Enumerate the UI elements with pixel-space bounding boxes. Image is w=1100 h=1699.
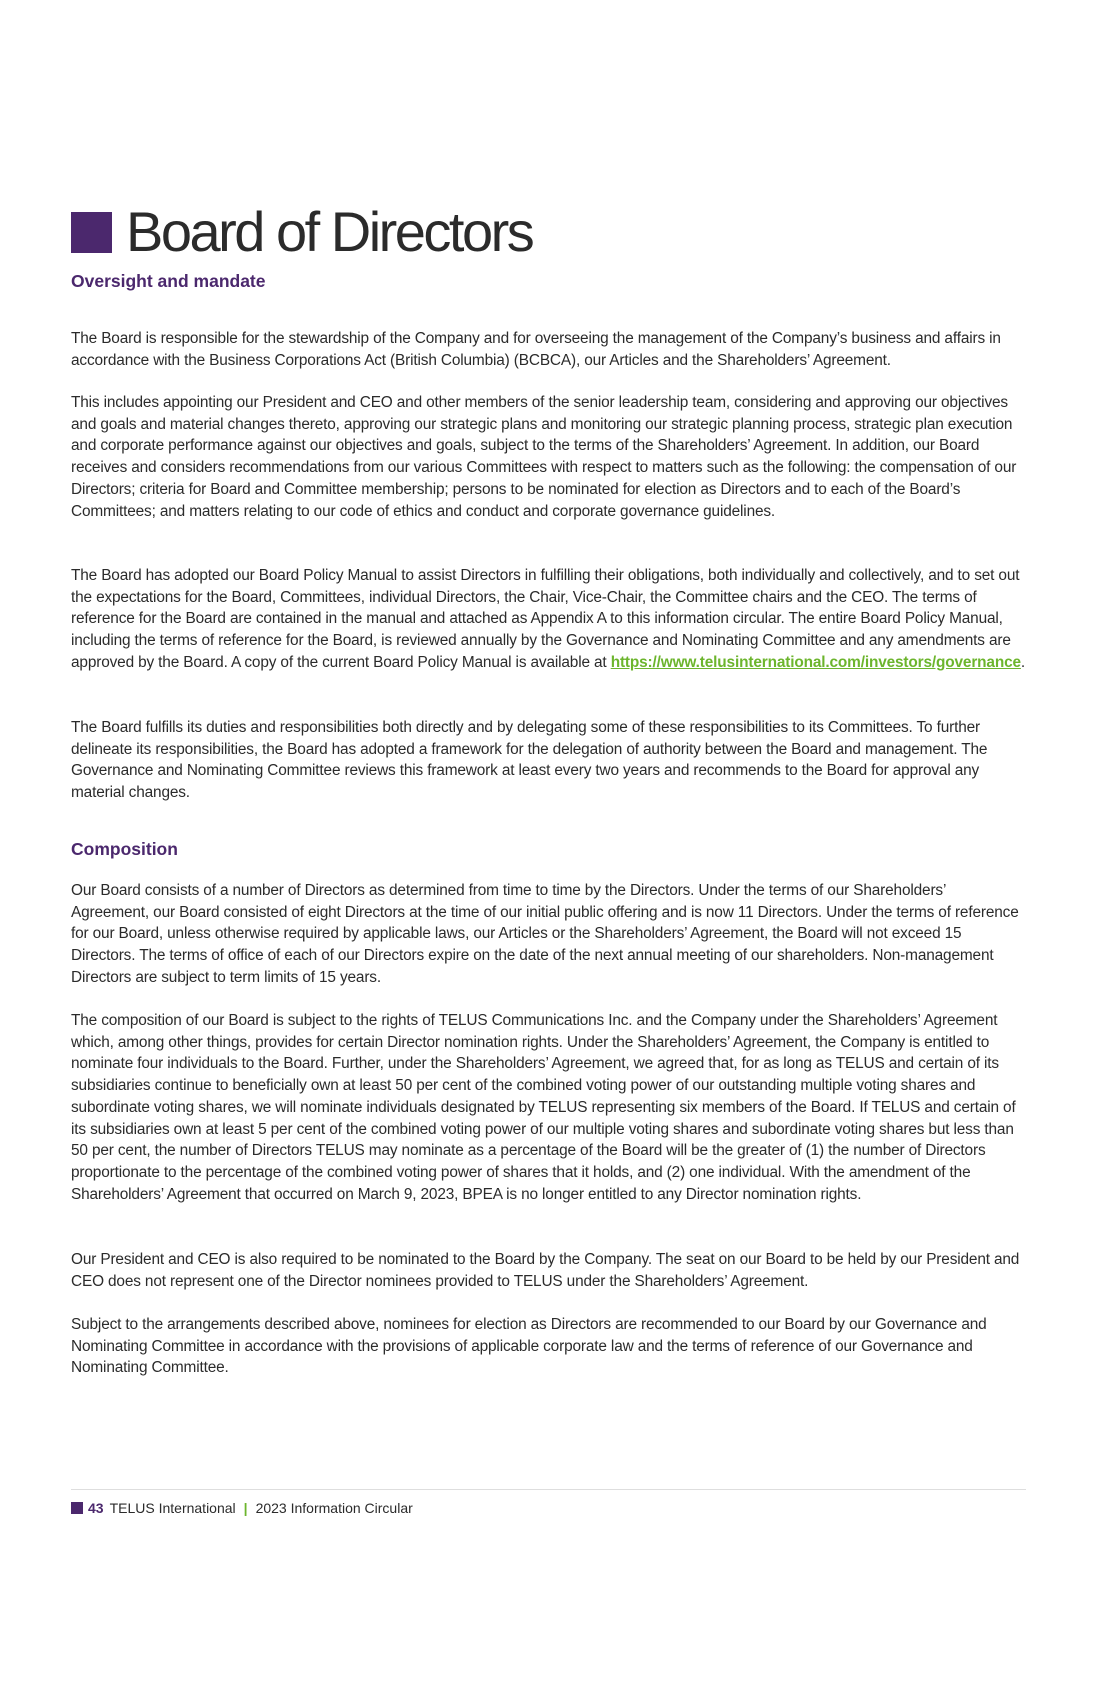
oversight-paragraph-4: The Board fulfills its duties and responsibilities both directly and by delegating some of these responsibilities to its Committees. To further delineate its responsibilities, the Board has adopted a framework for the delegation of authority between the Board and management. The Governance and Nominating Committee reviews this framework at least every two years and recommends to the Board for approval any material changes. xyxy=(71,719,988,802)
oversight-paragraph-1: The Board is responsible for the stewardship of the Company and for overseeing the management of the Company’s business and affairs in accordance with the Business Corporations Act (British Columbia) (BCBCA), our Articles and the Shareholders’ Agreement. xyxy=(71,330,1001,369)
oversight-paragraph-3 xyxy=(71,565,1026,674)
footer-separator: | xyxy=(243,1500,248,1516)
footer-document: 2023 Information Circular xyxy=(255,1500,413,1516)
governance-link[interactable]: https://www.telusinternational.com/investors/governance xyxy=(610,653,1021,671)
footer-square-icon xyxy=(71,1502,83,1514)
page-title: Board of Directors xyxy=(126,200,533,263)
oversight-paragraph-3-text: The Board has adopted our Board Policy Manual to assist Directors in fulfilling their obligations, both individually and collectively, and to set out the expectations for the Board, Committees, individual Directors, the Chair, Vice-Chair, the Committee chairs and the CEO. The terms of reference for the Board are contained in the manual and attached as Appendix A to this information circular. The entire Board Policy Manual, including the terms of reference for the Board, is reviewed annually by the Governance and Nominating Committee and any amendments are approved by the Board. A copy of the current Board Policy Manual is available at xyxy=(71,567,1020,671)
page-number: 43 xyxy=(88,1500,104,1516)
composition-paragraph-1: Our Board consists of a number of Directors as determined from time to time by the Directors. Under the terms of our Shareholders’ Agreement, our Board consisted of eight Directors at the time of our initial public offering and is now 11 Directors. Under the terms of reference for our Board, unless otherwise required by applicable laws, our Articles or the Shareholders’ Agreement, the Board will not exceed 15 Directors. The terms of office of each of our Directors expire on the date of the next annual meeting of our shareholders. Non-management Directors are subject to term limits of 15 years. xyxy=(71,882,1019,986)
composition-heading: Composition xyxy=(71,839,178,859)
oversight-paragraph-2: This includes appointing our President and CEO and other members of the senior leadership team, considering and approving our objectives and goals and material changes thereto, approving our strategic plans and monitoring our strategic planning process, strategic plan execution and corporate performance against our objectives and goals, subject to the terms of the Shareholders’ Agreement. In addition, our Board receives and considers recommendations from our various Committees with respect to matters such as the following: the compensation of our Directors; criteria for Board and Committee membership; persons to be nominated for election as Directors and to each of the Board’s Committees; and matters relating to our code of ethics and conduct and corporate governance guidelines. xyxy=(71,394,1017,520)
page-footer xyxy=(71,1500,413,1516)
composition-paragraph-4: Subject to the arrangements described above, nominees for election as Directors are recommended to our Board by our Governance and Nominating Committee in accordance with the provisions of applicable corporate law and the terms of reference of our Governance and Nominating Committee. xyxy=(71,1316,987,1377)
composition-paragraph-2: The composition of our Board is subject to the rights of TELUS Communications Inc. and the Company under the Shareholders’ Agreement which, among other things, provides for certain Director nomination rights. Under the Shareholders’ Agreement, the Company is entitled to nominate four individuals to the Board. Further, under the Shareholders’ Agreement, we agreed that, for as long as TELUS and certain of its subsidiaries continue to beneficially own at least 50 per cent of the combined voting power of our outstanding multiple voting shares and subordinate voting shares, we will nominate individuals designated by TELUS representing six members of the Board. If TELUS and certain of its subsidiaries own at least 5 per cent of the combined voting power of our multiple voting shares and subordinate voting shares but less than 50 per cent, the number of Directors TELUS may nominate as a percentage of the Board will be the greater of (1) the number of Directors proportionate to the percentage of the combined voting power of shares that it holds, and (2) one individual. With the amendment of the Shareholders’ Agreement that occurred on March 9, 2023, BPEA is no longer entitled to any Director nomination rights. xyxy=(71,1012,1016,1203)
oversight-heading: Oversight and mandate xyxy=(71,271,266,291)
title-square-icon xyxy=(71,212,112,253)
document-page xyxy=(71,0,1026,1699)
title-row xyxy=(71,200,532,264)
oversight-paragraph-3-end: . xyxy=(1020,653,1026,671)
composition-paragraph-3: Our President and CEO is also required to be nominated to the Board by the Company. The seat on our Board to be held by our President and CEO does not represent one of the Director nominees provided to TELUS under the Shareholders’ Agreement. xyxy=(71,1251,1020,1290)
footer-divider xyxy=(71,1489,1026,1490)
footer-company: TELUS International xyxy=(109,1500,236,1516)
